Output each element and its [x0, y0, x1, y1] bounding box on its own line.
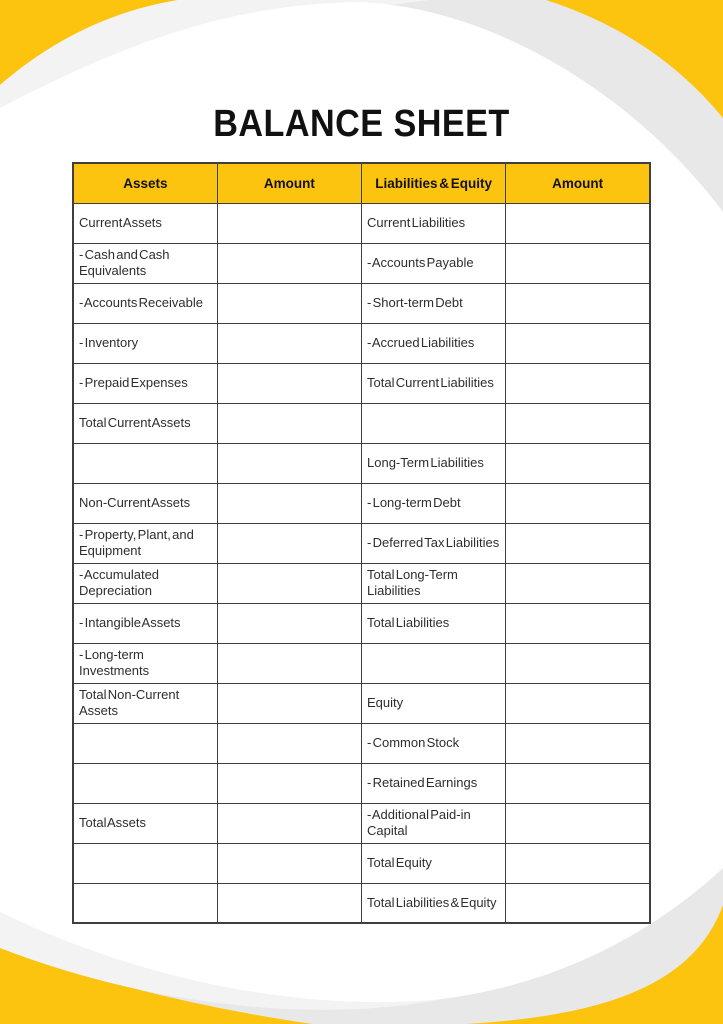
assets-label-cell — [73, 723, 217, 763]
assets-label-cell: Current Assets — [73, 203, 217, 243]
assets-amount-cell — [217, 683, 361, 723]
assets-label-cell: Non-Current Assets — [73, 483, 217, 523]
liabilities-label-cell: - Deferred Tax Liabilities — [362, 523, 506, 563]
liabilities-amount-cell — [506, 603, 650, 643]
assets-label-cell: Total Non-Current Assets — [73, 683, 217, 723]
liabilities-amount-cell — [506, 843, 650, 883]
assets-amount-cell — [217, 283, 361, 323]
table-row — [73, 803, 650, 843]
liabilities-amount-cell — [506, 283, 650, 323]
liabilities-amount-cell — [506, 443, 650, 483]
assets-amount-cell — [217, 803, 361, 843]
table-row — [73, 563, 650, 603]
assets-amount-cell — [217, 363, 361, 403]
assets-label-cell: Total Assets — [73, 803, 217, 843]
liabilities-amount-cell — [506, 523, 650, 563]
liabilities-amount-cell — [506, 483, 650, 523]
assets-label-cell: - Cash and Cash Equivalents — [73, 243, 217, 283]
table-row — [73, 603, 650, 643]
header-liabilities-equity: Liabilities & Equity — [362, 163, 506, 203]
assets-label-cell — [73, 763, 217, 803]
header-liabilities-amount: Amount — [506, 163, 650, 203]
assets-label-cell: - Accumulated Depreciation — [73, 563, 217, 603]
liabilities-amount-cell — [506, 643, 650, 683]
assets-label-cell: - Accounts Receivable — [73, 283, 217, 323]
assets-amount-cell — [217, 643, 361, 683]
header-assets: Assets — [73, 163, 217, 203]
liabilities-label-cell: - Additional Paid-in Capital — [362, 803, 506, 843]
assets-label-cell — [73, 883, 217, 923]
table-row — [73, 683, 650, 723]
assets-label-cell — [73, 443, 217, 483]
table-row — [73, 283, 650, 323]
table-row — [73, 883, 650, 923]
table-row — [73, 243, 650, 283]
table-body — [73, 203, 650, 923]
assets-amount-cell — [217, 883, 361, 923]
liabilities-label-cell: - Accounts Payable — [362, 243, 506, 283]
liabilities-label-cell: - Retained Earnings — [362, 763, 506, 803]
assets-label-cell: - Property, Plant, and Equipment — [73, 523, 217, 563]
liabilities-amount-cell — [506, 723, 650, 763]
table-row — [73, 363, 650, 403]
table-row — [73, 203, 650, 243]
assets-amount-cell — [217, 763, 361, 803]
table-row — [73, 723, 650, 763]
liabilities-label-cell: Total Current Liabilities — [362, 363, 506, 403]
liabilities-label-cell: Long-Term Liabilities — [362, 443, 506, 483]
assets-amount-cell — [217, 603, 361, 643]
liabilities-label-cell — [362, 643, 506, 683]
liabilities-amount-cell — [506, 883, 650, 923]
header-assets-amount: Amount — [217, 163, 361, 203]
table-row — [73, 523, 650, 563]
liabilities-amount-cell — [506, 243, 650, 283]
table-header — [73, 163, 650, 203]
liabilities-label-cell: Current Liabilities — [362, 203, 506, 243]
assets-label-cell: - Long-term Investments — [73, 643, 217, 683]
assets-amount-cell — [217, 843, 361, 883]
liabilities-label-cell — [362, 403, 506, 443]
assets-amount-cell — [217, 403, 361, 443]
table-row — [73, 643, 650, 683]
assets-amount-cell — [217, 323, 361, 363]
assets-amount-cell — [217, 443, 361, 483]
table-row — [73, 323, 650, 363]
assets-label-cell: Total Current Assets — [73, 403, 217, 443]
liabilities-label-cell: Equity — [362, 683, 506, 723]
liabilities-label-cell: Total Liabilities — [362, 603, 506, 643]
assets-label-cell: - Intangible Assets — [73, 603, 217, 643]
liabilities-amount-cell — [506, 683, 650, 723]
liabilities-amount-cell — [506, 203, 650, 243]
table-row — [73, 403, 650, 443]
liabilities-amount-cell — [506, 403, 650, 443]
liabilities-amount-cell — [506, 803, 650, 843]
liabilities-amount-cell — [506, 563, 650, 603]
liabilities-label-cell: - Long-term Debt — [362, 483, 506, 523]
assets-amount-cell — [217, 483, 361, 523]
header-row — [73, 163, 650, 203]
assets-label-cell — [73, 843, 217, 883]
table-row — [73, 763, 650, 803]
liabilities-label-cell: Total Equity — [362, 843, 506, 883]
liabilities-label-cell: - Common Stock — [362, 723, 506, 763]
liabilities-label-cell: Total Long-Term Liabilities — [362, 563, 506, 603]
assets-amount-cell — [217, 243, 361, 283]
page-title: BALANCE SHEET — [213, 103, 510, 145]
assets-amount-cell — [217, 723, 361, 763]
assets-amount-cell — [217, 523, 361, 563]
liabilities-amount-cell — [506, 323, 650, 363]
balance-sheet-table — [72, 162, 651, 924]
liabilities-label-cell: - Short-term Debt — [362, 283, 506, 323]
liabilities-label-cell: Total Liabilities & Equity — [362, 883, 506, 923]
liabilities-amount-cell — [506, 763, 650, 803]
assets-label-cell: - Inventory — [73, 323, 217, 363]
table-row — [73, 483, 650, 523]
assets-label-cell: - Prepaid Expenses — [73, 363, 217, 403]
assets-amount-cell — [217, 563, 361, 603]
liabilities-amount-cell — [506, 363, 650, 403]
liabilities-label-cell: - Accrued Liabilities — [362, 323, 506, 363]
assets-amount-cell — [217, 203, 361, 243]
table-row — [73, 843, 650, 883]
table-row — [73, 443, 650, 483]
